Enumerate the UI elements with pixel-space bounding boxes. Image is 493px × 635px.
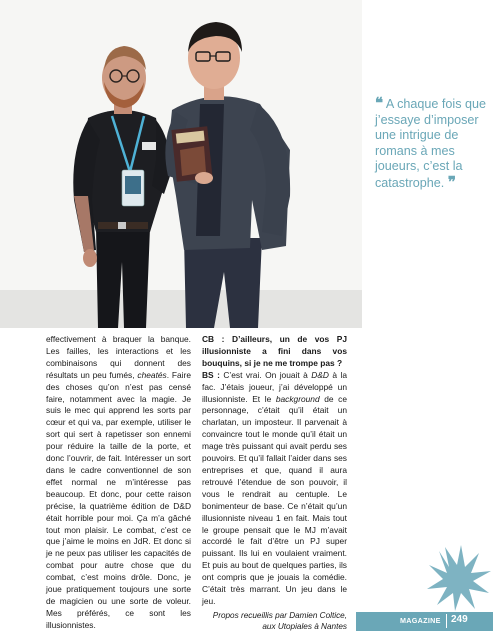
interview-question (202, 334, 347, 370)
article-column-2 (202, 334, 347, 633)
section-label: MAGAZINE (400, 616, 441, 625)
answer-speaker: BS : (202, 369, 220, 380)
column-1-italic-term: cheatés (137, 369, 167, 380)
column-1-text: effectivement à braquer la banque. Les failles, les interactions et les combinaisons qui donnent des résultats un peu fumés, (46, 334, 191, 380)
question-speaker: CB : (202, 334, 225, 344)
answer-text-2: à la fac. J’étais joueur, j’ai développé un illusionniste. Et le (202, 369, 348, 404)
question-text: D’ailleurs, un de vos PJ illusionniste a fini dans vos bouquins, si je ne me trompe pas ? (202, 334, 347, 368)
answer-italic-2: background (275, 393, 320, 404)
page-number: 249 (451, 614, 468, 625)
answer-text-1: C’est vrai. On jouait à (219, 369, 312, 380)
column-1-text-rest: . Faire des choses qu’on n’est pas censé faire, notamment avec la magie. Je suis le mec qui apprend les sorts par cœur et qui va, par exemple, utiliser le sort qui sert à rapetisser son ennemi pour réduire la taille de la porte, et donc l’ouvrir, de fait. Intéresser un sort dans le cadre conventionnel de son effet normal ne m’intéresse pas beaucoup. Et donc, pour cette raison précise, la quatrième édition de D&D était horrible pour moi. Ça m’a gâché tout mon plaisir. Le combat, c’est ce que j’aime le moins en JdR. Et donc si je ne peux pas utiliser les capacités de combat pour autre chose que du combat, c’est moins drôle. Donc, je joue pratiquement toujours une sorte de magicien ou une sorte de voleur. Mes préférés, ce sont les illusionnistes. (46, 369, 191, 630)
interview-photo (0, 0, 362, 328)
article-column-1 (46, 334, 191, 632)
pull-quote-text: A chaque fois que j’essaye d’imposer une intrigue de romans à mes joueurs, c’est la catastrophe. (375, 97, 487, 190)
close-quote-icon: ❞ (447, 172, 456, 191)
photo-illustration (0, 0, 362, 328)
answer-text-3: de ce personnage, c’était qu’il était un charlatan, un imposteur. Il parvenait à convaincre tout le monde qu’il était un mage très puissant qui avait perdu ses pouvoirs. Et qu’il fallait l’aider dans ses entreprises et que, quand il aura retrouvé l’étendue de son pouvoir, il vous le rendrait au centuple. Le bonimenteur de base. Ce n’était qu’un illusionniste niveau 1 en fait. Mais tout le groupe pensait que le MJ m’avait accordé le fait d’être un PJ super puissant. Ils lui en voulaient vraiment. Et puis au bout de quelques parties, ils ont compris que je jouais la comédie. C’était très marrant. Un jeu dans le jeu. (202, 393, 347, 606)
column-1-paragraph (46, 334, 191, 632)
credits-line-1: Propos recueillis par Damien Coltice, (212, 610, 347, 620)
answer-italic-1: D&D (311, 369, 329, 380)
credits (202, 610, 347, 633)
pull-quote (375, 96, 487, 192)
open-quote-icon: ❝ (375, 94, 384, 112)
splash-decoration-icon (425, 543, 493, 611)
folio-separator (446, 614, 447, 628)
interview-answer (202, 370, 347, 608)
credits-line-2: aux Utopiales à Nantes (262, 622, 347, 632)
